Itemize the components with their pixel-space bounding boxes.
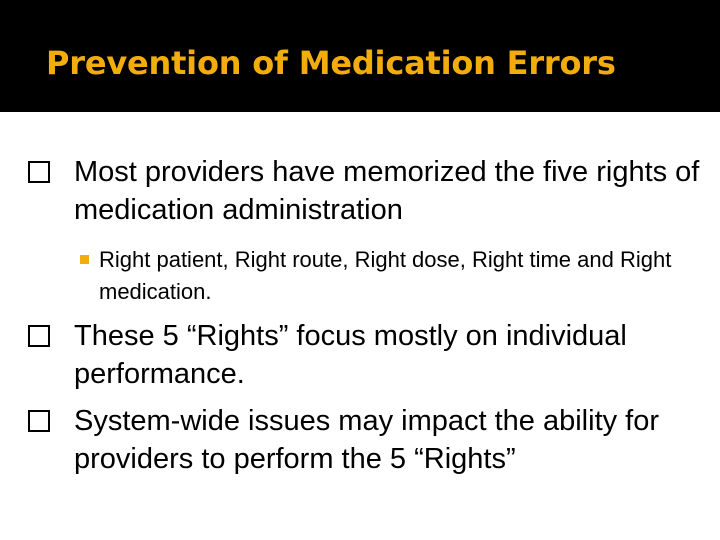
bullet-item (28, 317, 708, 393)
bullet-text: Most providers have memorized the five rights of medication administration (74, 156, 700, 226)
title-bar (0, 0, 720, 112)
bullet-text: These 5 “Rights” focus mostly on individual performance. (74, 320, 627, 390)
filled-square-icon (80, 255, 89, 264)
sub-bullet-item (80, 244, 680, 308)
bullet-item (28, 153, 708, 229)
hollow-square-icon (28, 161, 50, 183)
slide-title: Prevention of Medication Errors (46, 44, 616, 82)
bullet-text: System-wide issues may impact the ability for providers to perform the 5 “Rights” (74, 405, 660, 475)
bullet-item (28, 402, 708, 478)
hollow-square-icon (28, 325, 50, 347)
sub-bullet-text: Right patient, Right route, Right dose, Right time and Right medication. (99, 247, 672, 304)
hollow-square-icon (28, 410, 50, 432)
